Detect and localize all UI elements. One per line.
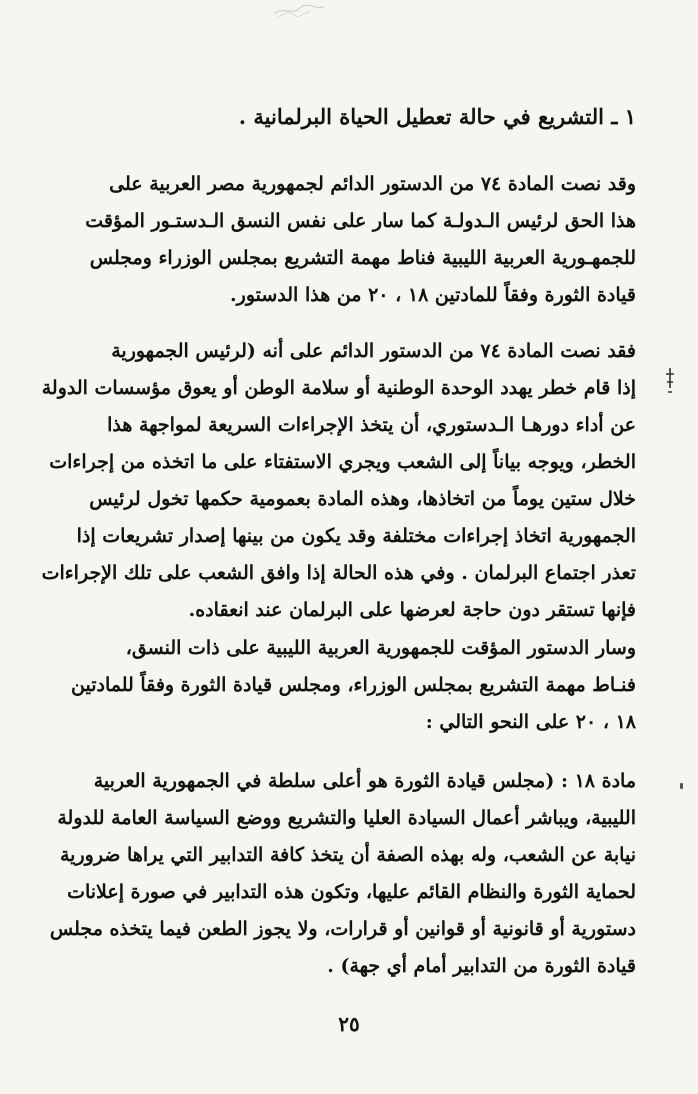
text-line: دستورية أو قانونية أو قوانين أو قرارات، ولا يجوز الطعن فيما يتخذه مجلس [49,918,636,940]
text-line: خلال ستين يوماً من اتخاذها، وهذه المادة بعمومية حكمها تخول لرئيس [89,488,636,510]
paragraph-4 [49,763,636,985]
text-line: الخطر، ويوجه بياناً إلى الشعب ويجري الاستفتاء على ما اتخذه من إجراءات [49,451,636,473]
text-line: ١٨ ، ٢٠ على النحو التالي : [425,711,636,733]
section-heading: ١ ـ التشريع في حالة تعطيل الحياة البرلمانية . [238,104,636,129]
text-line: هذا الحق لرئيس الـدولـة كما سار على نفس النسق الـدستـور المؤقت [85,210,636,232]
text-line: للجمهـورية العربية الليبية فناط مهمة التشريع بمجلس الوزراء ومجلس [89,247,636,269]
page-number: ٢٥ [338,1012,360,1036]
text-line: إذا قام خطر يهدد الوحدة الوطنية أو سلامة الوطن أو يعوق مؤسسات الدولة [41,377,636,399]
text-line: الجمهورية اتخاذ إجراءات مختلفة وقد يكون من بينها إصدار تشريعات إذا [76,525,636,547]
scan-smudge-mark [268,2,328,20]
text-line: عن أداء دورهـا الـدستوري، أن يتخذ الإجراءات السريعة لمواجهة هذا [107,414,636,436]
paragraph-1 [66,166,636,314]
text-line: نيابة عن الشعب، وله بهذه الصفة أن يتخذ كافة التدابير التي يراها ضرورية [60,844,636,866]
paragraph-2 [41,333,636,629]
text-line: تعذر اجتماع البرلمان . وفي هذه الحالة إذا وافق الشعب على تلك الإجراءات [41,562,636,584]
text-line: وسار الدستور المؤقت للجمهورية العربية الليبية على ذات النسق، [125,637,636,659]
paragraph-3 [66,630,636,741]
text-line: قيادة الثورة وفقاً للمادتين ١٨ ، ٢٠ من هذا الدستور. [230,284,636,306]
text-line: وقد نصت المادة ٧٤ من الدستور الدائم لجمهورية مصر العربية على [109,173,636,195]
text-line: فنـاط مهمة التشريع بمجلس الوزراء، ومجلس قيادة الثورة وفقاً للمادتين [71,674,636,696]
text-line: قيادة الثورة من التدابير أمام أي جهة) . [327,955,636,977]
margin-dot-mark [680,783,683,789]
text-line: لحماية الثورة والنظام القائم عليها، وتكون هذه التدابير في صورة إعلانات [67,881,636,903]
text-line: فإنها تستقر دون حاجة لعرضها على البرلمان عند انعقاده. [188,599,636,621]
text-line: فقد نصت المادة ٧٤ من الدستور الدائم على أنه (لرئيس الجمهورية [111,340,636,362]
text-line: الليبية، ويباشر أعمال السيادة العليا والتشريع ووضع السياسة العامة للدولة [57,807,636,829]
text-line: مادة ١٨ : (مجلس قيادة الثورة هو أعلى سلطة في الجمهورية العربية [93,770,636,792]
margin-annotation-mark [664,366,676,396]
